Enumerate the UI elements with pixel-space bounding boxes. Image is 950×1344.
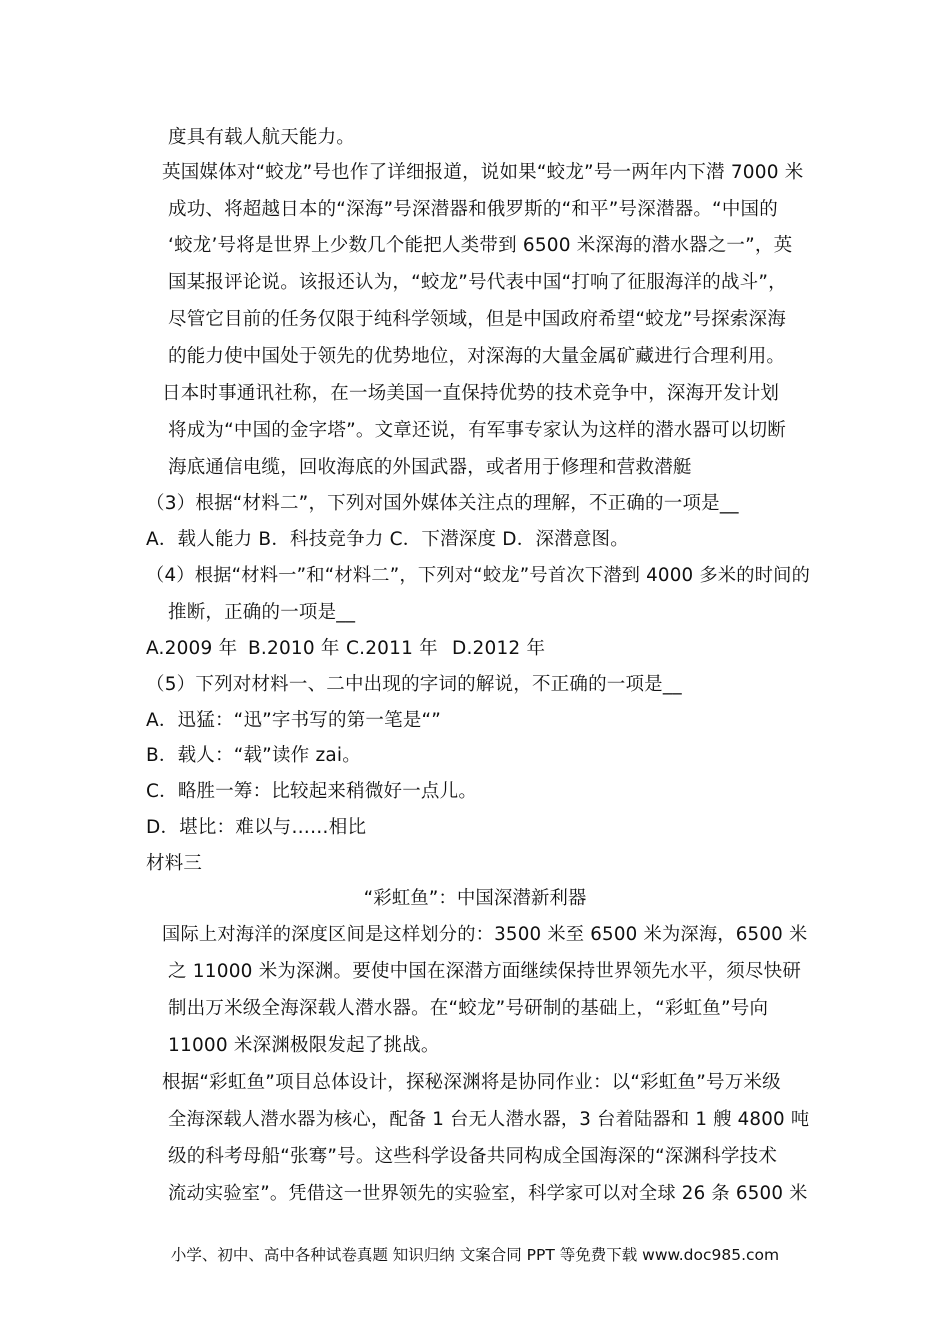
- option-b: B.2010 年: [248, 638, 340, 659]
- question-5-option: B．载人：“载”读作 zai。: [146, 745, 361, 766]
- question-5-option: C．略胜一筹：比较起来稍微好一点儿。: [146, 781, 478, 802]
- page-footer: 小学、初中、高中各种试卷真题 知识归纳 文案合同 PPT 等免费下载 www.doc985.com: [170, 1246, 780, 1264]
- question-5-option: A．迅猛：“迅”字书写的第一笔是“”: [146, 710, 442, 731]
- paragraph-line: 级的科考母船“张骞”号。这些科学设备共同构成全国海深的“深渊科学技术: [168, 1146, 778, 1167]
- option-a: A.2009 年: [146, 638, 238, 659]
- paragraph-line: 日本时事通讯社称，在一场美国一直保持优势的技术竞争中，深海开发计划: [162, 383, 780, 404]
- paragraph-line: 之 11000 米为深渊。要使中国在深潜方面继续保持世界领先水平，须尽快研: [168, 961, 802, 982]
- paragraph-line: 全海深载人潜水器为核心，配备 1 台无人潜水器，3 台着陆器和 1 艘 4800 吨: [168, 1109, 810, 1130]
- paragraph-line: 11000 米深渊极限发起了挑战。: [168, 1035, 440, 1056]
- paragraph-line: 制出万米级全海深载人潜水器。在“蛟龙”号研制的基础上，“彩虹鱼”号向: [168, 998, 769, 1019]
- paragraph-line: 海底通信电缆，回收海底的外国武器，或者用于修理和营救潜艇: [168, 457, 692, 478]
- paragraph-line: 根据“彩虹鱼”项目总体设计，探秘深渊将是协同作业：以“彩虹鱼”号万米级: [162, 1072, 781, 1093]
- paragraph-line: 度具有载人航天能力。: [168, 127, 356, 148]
- question-3-options: A．载人能力 B．科技竞争力 C．下潜深度 D．深潜意图。: [146, 529, 629, 550]
- material-label: 材料三: [146, 853, 203, 874]
- option-d: D.2012 年: [452, 638, 546, 659]
- paragraph-line: ‘蛟龙’号将是世界上少数几个能把人类带到 6500 米深海的潜水器之一”，英: [168, 235, 793, 256]
- question-5-option: D．堪比：难以与……相比: [146, 817, 367, 838]
- paragraph-line: 成功、将超越日本的“深海”号深潜器和俄罗斯的“和平”号深潜器。“中国的: [168, 199, 778, 220]
- question-3-stem: （3）根据“材料二”，下列对国外媒体关注点的理解，不正确的一项是__: [146, 493, 739, 514]
- question-4-options: [146, 637, 545, 661]
- question-4-stem: （4）根据“材料一”和“材料二”，下列对“蛟龙”号首次下潜到 4000 多米的时间的: [146, 565, 811, 586]
- paragraph-line: 国某报评论说。该报还认为，“蛟龙”号代表中国“打响了征服海洋的战斗”，: [168, 272, 787, 293]
- paragraph-line: 将成为“中国的金字塔”。文章还说，有军事专家认为这样的潜水器可以切断: [168, 420, 786, 441]
- option-c: C.2011 年: [346, 638, 438, 659]
- question-5-stem: （5）下列对材料一、二中出现的字词的解说，不正确的一项是__: [146, 674, 682, 695]
- section-title: “彩虹鱼”：中国深潜新利器: [363, 888, 587, 909]
- paragraph-line: 尽管它目前的任务仅限于纯科学领域，但是中国政府希望“蛟龙”号探索深海: [168, 309, 786, 330]
- paragraph-line: 英国媒体对“蛟龙”号也作了详细报道，说如果“蛟龙”号一两年内下潜 7000 米: [162, 162, 804, 183]
- paragraph-line: 的能力使中国处于领先的优势地位，对深海的大量金属矿藏进行合理利用。: [168, 346, 786, 367]
- paragraph-line: 国际上对海洋的深度区间是这样划分的：3500 米至 6500 米为深海，6500 米: [162, 924, 808, 945]
- paragraph-line: 流动实验室”。凭借这一世界领先的实验室，科学家可以对全球 26 条 6500 米: [168, 1183, 808, 1204]
- question-4-stem: 推断，正确的一项是__: [168, 602, 356, 623]
